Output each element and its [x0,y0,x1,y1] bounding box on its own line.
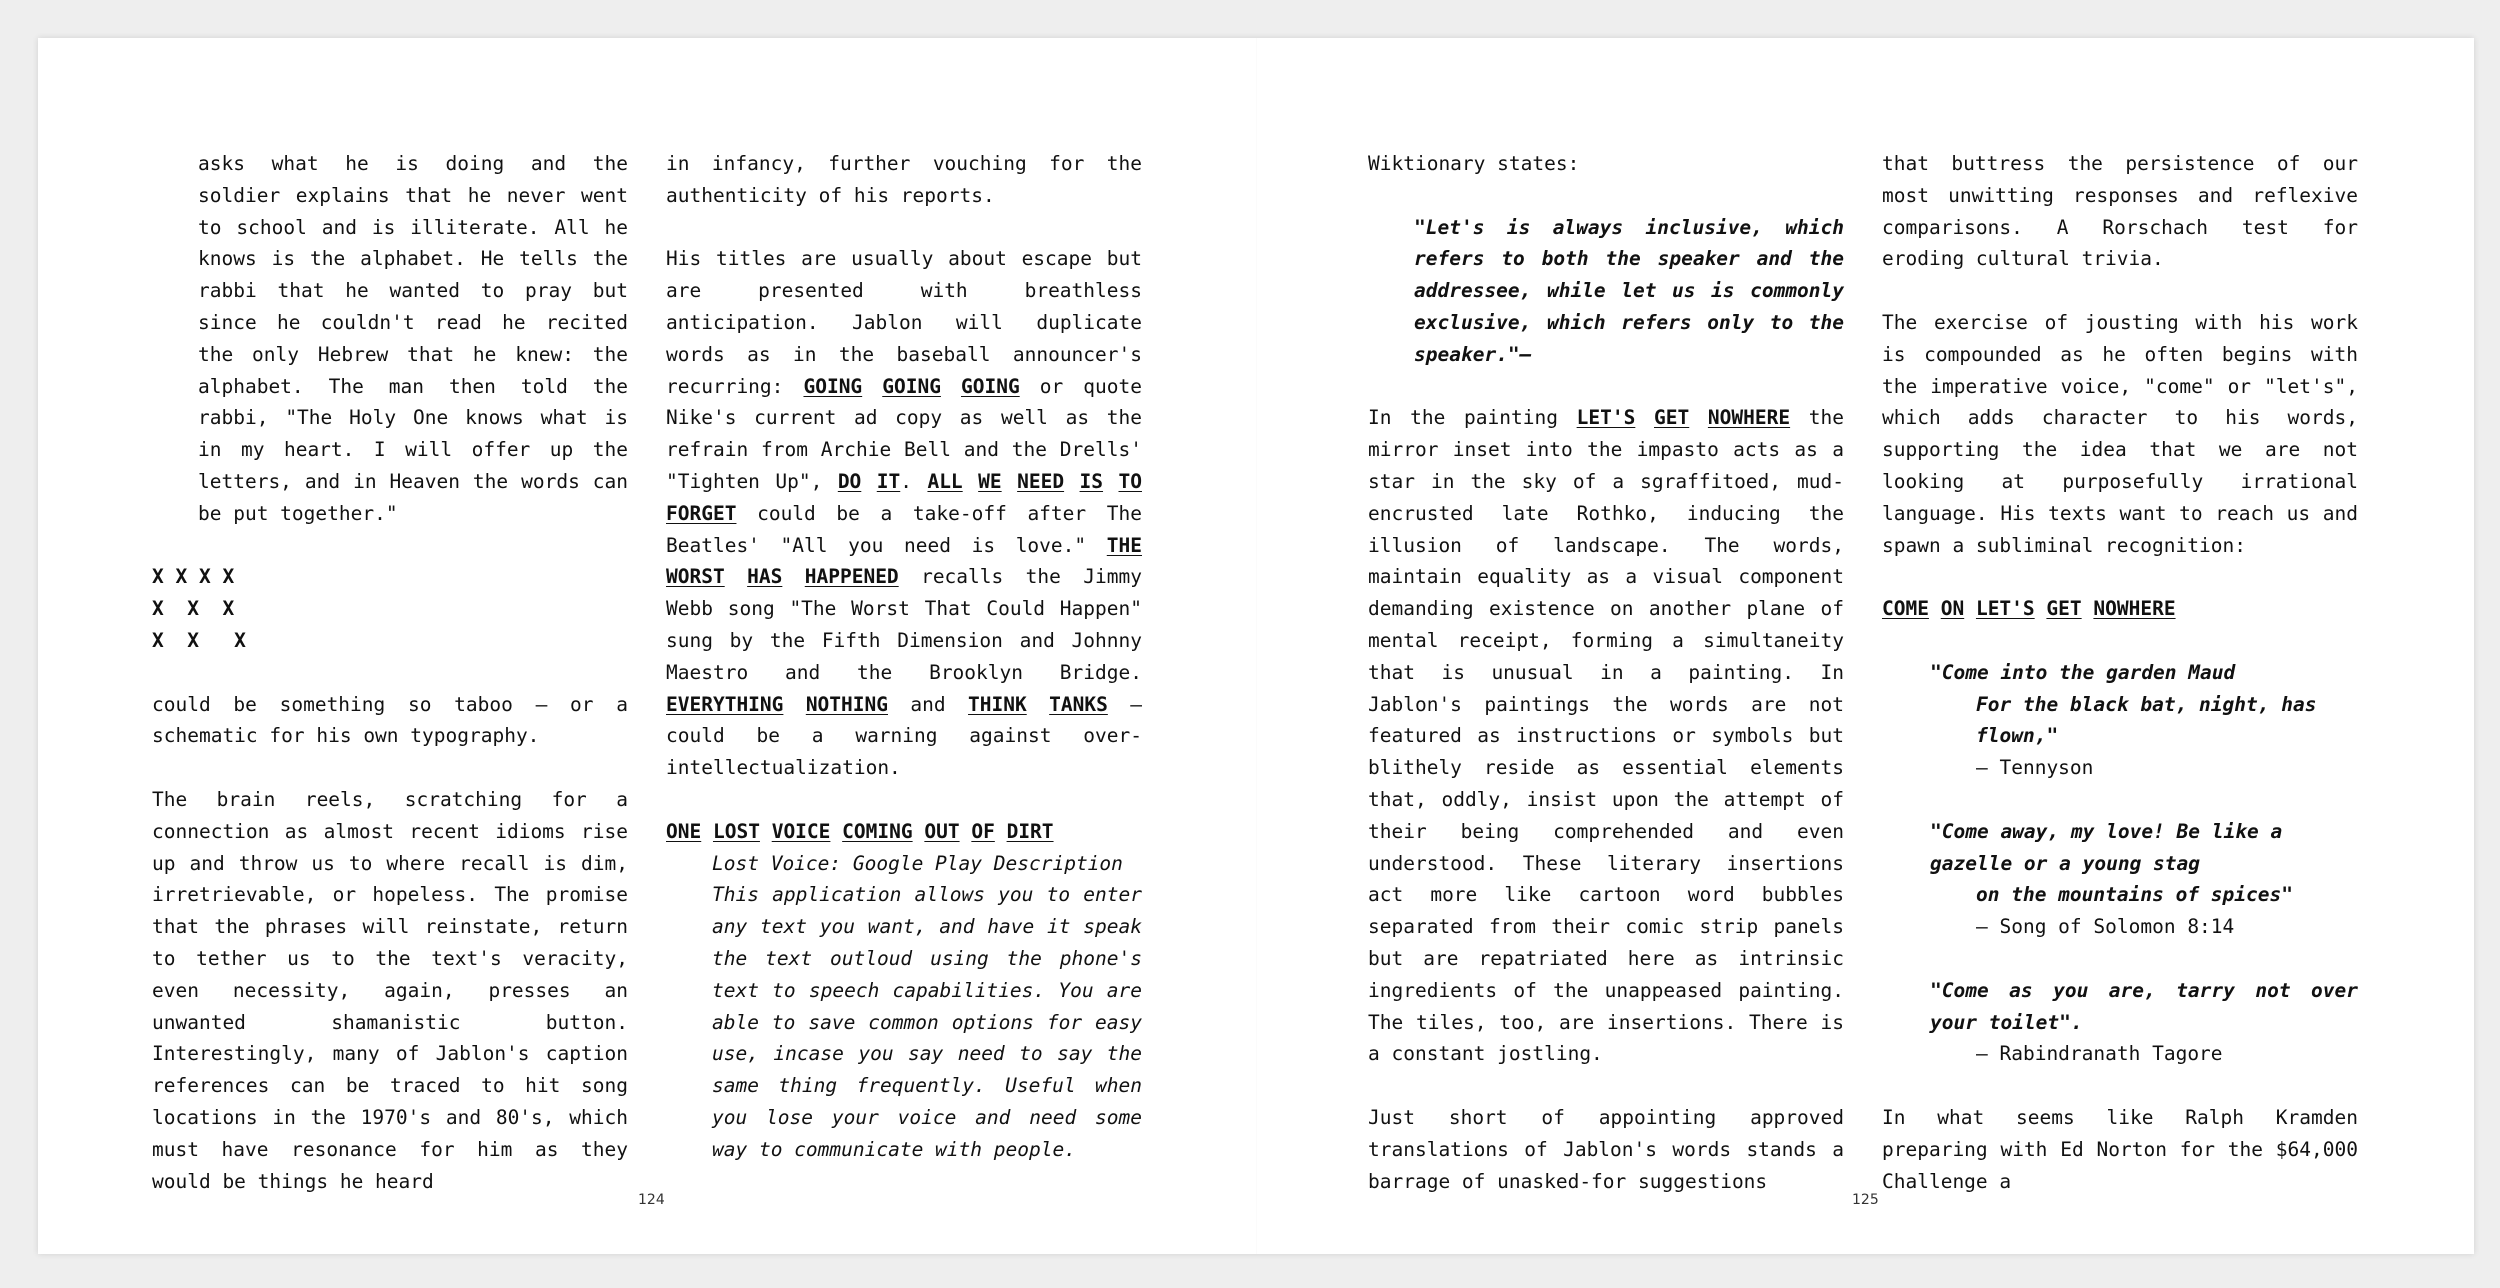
title-word: HAS [747,565,783,589]
title-word: TO [1118,469,1142,493]
lost-voice-title-line [666,816,1142,848]
text-run: . [900,469,928,493]
title-word: HAPPENED [804,565,899,589]
title-word: ON [1940,597,1965,621]
titles-paragraph [666,243,1142,784]
title-word: TANKS [1049,692,1108,716]
title-word: WORST [666,565,725,589]
title-word: COME [1882,597,1929,621]
quote-attribution: – Tennyson [1976,756,2094,780]
text-run: In the painting [1368,406,1577,430]
title-word: GET [1654,406,1690,430]
kramden-paragraph: In what seems like Ralph Kramden preparing with Ed Norton for the $64,000 Challenge a [1882,1105,2358,1193]
solomon-quote [1882,816,2358,943]
quote-attribution: – Song of Solomon 8:14 [1976,915,2235,939]
title-word: ONE [666,819,702,843]
buttress-paragraph: that buttress the persistence of our most unwitting responses and reflexive comparisons. A Rorschach test for eroding cultural trivia. [1882,152,2358,271]
x-row-2: X X X [152,597,235,621]
painting-paragraph [1368,402,1844,1070]
quote-line: For the black bat, night, has flown," [1976,692,2317,748]
text-run: His titles are usually about escape but are presented with breathless anticipation. Jablon will duplicate words as in the baseball announcer's recurring: [666,247,1142,398]
title-word: DIRT [1006,819,1054,843]
text-run: the mirror inset into the impasto acts as a star in the sky of a sgraffitoed, mud-encrusted late Rothko, inducing the illusion of landscape. The words, maintain equality as a visual component demanding existence on another plane of mental receipt, forming a simultaneity that is unusual in a painting. In Jablon's paintings the words are not featured as instructions or symbols but blithely reside as essential elements that, oddly, insist upon the attempt of their being comprehended and even understood. These literary insertions act more like cartoon word bubbles separated from their comic strip panels but are repatriated here as intrinsic ingredients of the unappeased painting. The tiles, too, are insertions. There is a constant jostling. [1368,406,1844,1066]
left-page-column-1 [152,148,628,1197]
title-word: NOTHING [805,692,888,716]
lost-voice-section [666,816,1142,1166]
title-word: WE [978,469,1002,493]
book-spread [38,38,2474,1254]
quote-line: "Come away, my love! Be like a gazelle or a young stag [1930,819,2283,875]
title-word: NOWHERE [1707,406,1791,430]
quote-line: "Come as you are, tarry not over your toilet". [1930,978,2358,1034]
right-page-column-2 [1882,148,2358,1197]
title-word: THINK [968,692,1027,716]
title-word: OF [971,819,995,843]
quote-line: on the mountains of spices" [1976,883,2293,907]
brain-reels-paragraph: The brain reels, scratching for a connection as almost recent idioms rise up and throw us to where recall is dim, irretrievable, or hopeless. The promise that the phrases will reinstate, return to tether us to the text's veracity, even necessity, again, presses an unwanted shamanistic button. Interestingly, many of Jablon's caption references can be traced to hit song locations in the 1970's and 80's, which must have resonance for him as they would be things he heard [152,787,628,1193]
title-word: GOING [961,374,1020,398]
x-row-3: X X X [152,628,246,652]
title-word: LET'S [1576,406,1636,430]
text-run: and [888,692,969,716]
title-word: EVERYTHING [666,692,784,716]
text-run: recalls the Jimmy Webb song "The Worst That Could Happen" sung by the Fifth Dimension and Johnny Maestro and the Brooklyn Bridge. [666,565,1142,684]
title-word: VOICE [771,819,831,843]
right-page-column-1 [1368,148,1844,1197]
title-word: NOWHERE [2093,597,2176,621]
x-row-1: X X X X [152,565,235,589]
title-word: LET'S [1975,597,2035,621]
tagore-quote [1882,975,2358,1070]
page-number-left: 124 [638,1192,665,1208]
x-pattern [152,561,628,656]
quote-attribution: – Rabindranath Tagore [1976,1042,2223,1066]
wiktionary-quote: "Let's is always inclusive, which refers to both the speaker and the addressee, while let us is commonly exclusive, which refers only to the speaker."– [1414,215,1844,366]
title-word: DO [837,469,862,493]
page-number-right: 125 [1852,1192,1879,1208]
title-word: OUT [924,819,960,843]
come-on-title-line [1882,593,2358,625]
title-word: GOING [803,374,863,398]
wiktionary-intro: Wiktionary states: [1368,152,1580,175]
taboo-paragraph: could be something so taboo – or a schematic for his own typography. [152,692,628,748]
title-word: LOST [712,819,760,843]
jousting-paragraph: The exercise of jousting with his work is compounded as he often begins with the imperative voice, "come" or "let's", which adds character to his words, supporting the idea that we are not looking at purposefully irrational language. His texts want to reach us and spawn a subliminal recognition: [1882,310,2358,557]
lost-voice-app-description: This application allows you to enter any text you want, and have it speak the text outloud using the phone's text to speech capabilities. You are able to save common options for easy use, incase you say need to say the same thing frequently. Useful when you lose your voice and need some way to communicate with people. [712,883,1142,1161]
quote-line: "Come into the garden Maud [1930,660,2236,684]
title-word: THE [1106,533,1142,557]
title-word: FORGET [666,501,737,525]
text-run: could be a take-off after The Beatles' "All you need is love." [666,501,1142,557]
rabbi-story-quote: asks what he is doing and the soldier explains that he never went to school and is illiterate. All he knows is the alphabet. He tells the rabbi that he wanted to pray but since he couldn't read he recited the only Hebrew that he knew: the alphabet. The man then told the rabbi, "The Holy One knows what is in my heart. I will offer up the letters, and in Heaven the words can be put together." [198,152,628,525]
title-word: ALL [927,469,963,493]
title-word: GET [2046,597,2082,621]
title-word: IS [1079,469,1104,493]
title-word: COMING [842,819,913,843]
title-word: NEED [1017,469,1065,493]
lost-voice-app-title: Lost Voice: Google Play Description [712,851,1123,875]
infancy-paragraph: in infancy, further vouching for the authenticity of his reports. [666,152,1142,207]
left-page-column-2 [666,148,1142,1166]
translations-paragraph: Just short of appointing approved translations of Jablon's words stands a barrage of unasked-for suggestions [1368,1105,1844,1193]
page-gutter [1256,38,1257,1254]
text-run: — could be a warning against over-intellectualization. [666,692,1142,780]
title-word: GOING [882,374,941,398]
tennyson-quote [1882,657,2358,784]
title-word: IT [876,469,901,493]
text-run: or quote Nike's current ad copy as well as the refrain from Archie Bell and the Drells' "Tighten Up", [666,374,1142,493]
